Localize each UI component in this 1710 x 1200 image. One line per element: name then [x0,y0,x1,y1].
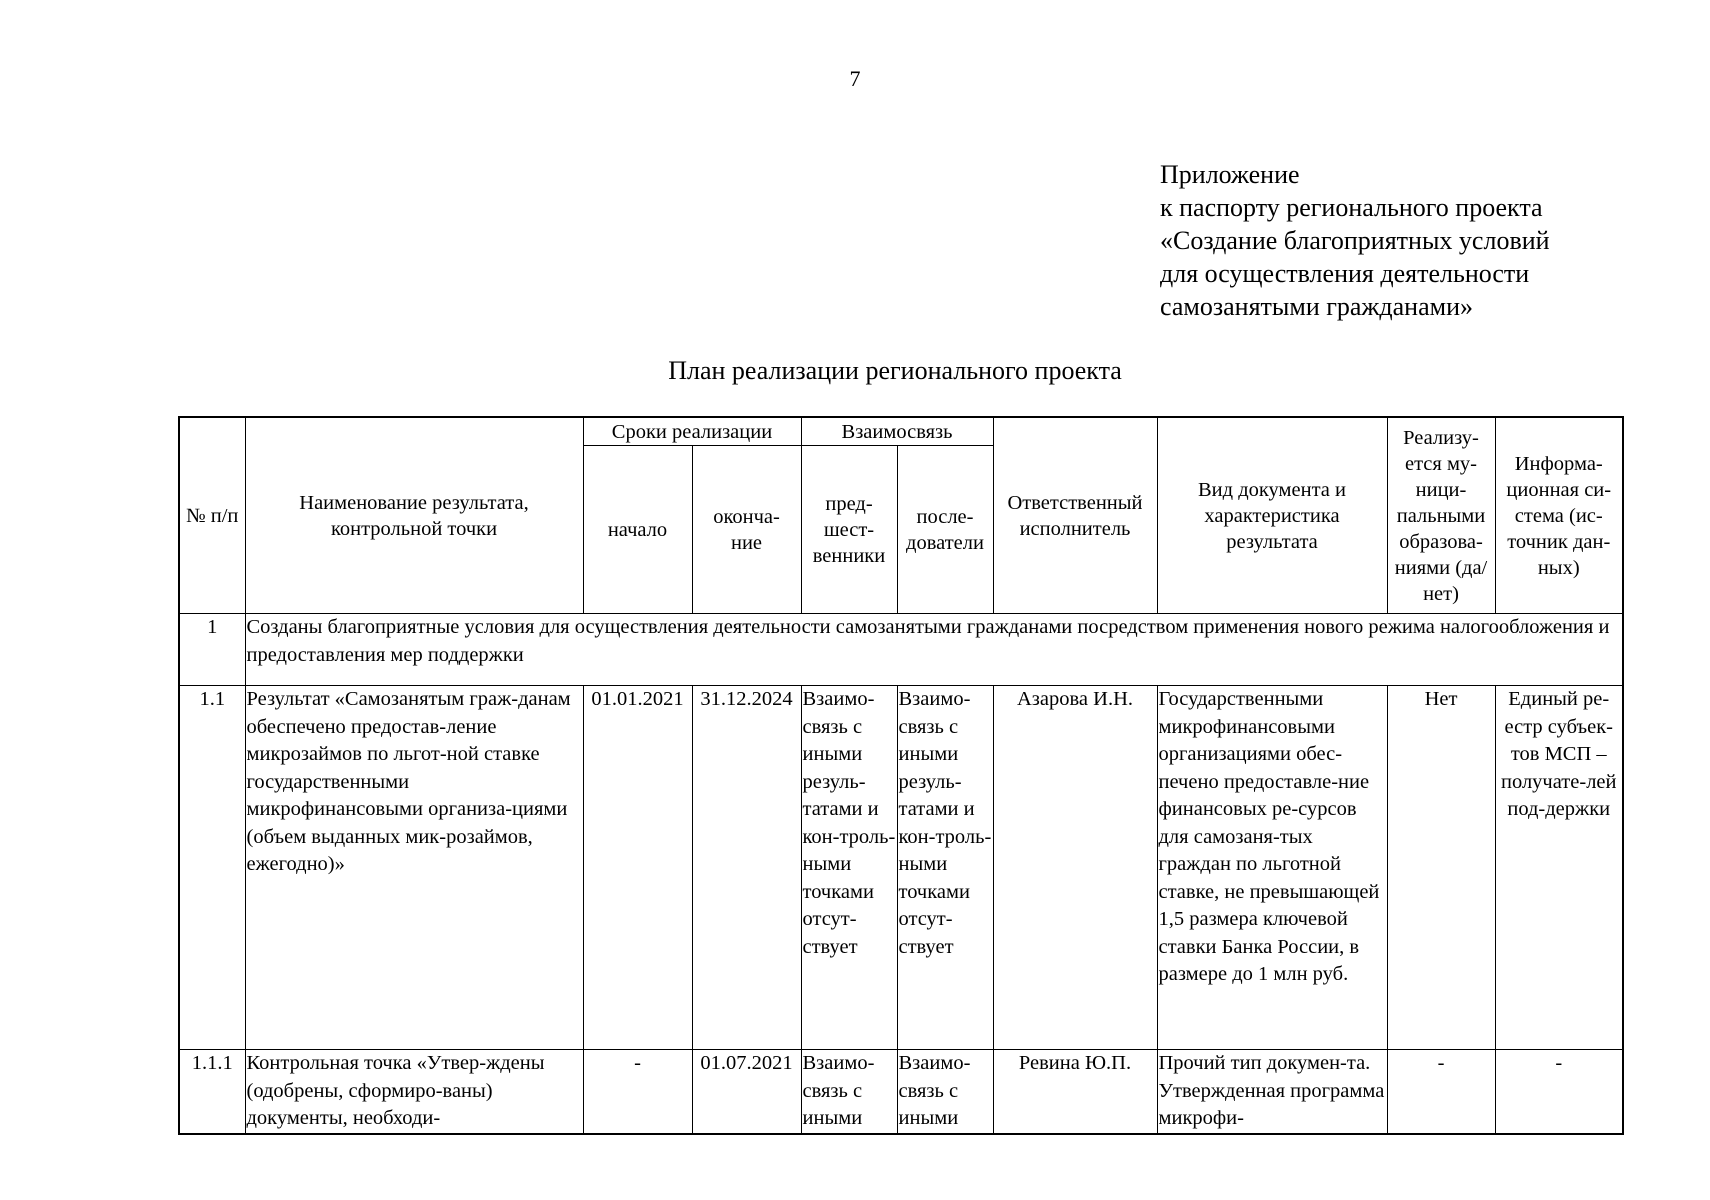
municipal: - [1387,1050,1495,1134]
end-date: 31.12.2024 [692,686,801,1050]
header-terms: Сроки реализации [583,417,801,446]
plan-title: План реализации регионального проекта [668,356,1122,385]
appendix-block [1160,158,1550,323]
header-end: оконча-ние [692,446,801,614]
appendix-line: для осуществления деятельности [1160,259,1530,288]
responsible: Азарова И.Н. [993,686,1157,1050]
predecessors: Взаимо-связь с иными [801,1050,897,1134]
end-date: 01.07.2021 [692,1050,801,1134]
header-municipal: Реализу-ется му-ници-пальными образова-ниями (да/нет) [1387,417,1495,614]
start-date: 01.01.2021 [583,686,692,1050]
header-successors: после-дователи [897,446,993,614]
predecessors: Взаимо-связь с иными резуль-татами и кон-троль-ными точками отсут-ствует [801,686,897,1050]
header-doc-type: Вид документа и характеристика результата [1157,417,1387,614]
info-system: Единый ре-естр субъек-тов МСП – получате-лей под-держки [1495,686,1623,1050]
section-title: Созданы благоприятные условия для осуществления деятельности самозанятыми гражданами посредством применения нового режима налогообложения и предоставления мер поддержки [245,614,1623,686]
appendix-line: к паспорту регионального проекта [1160,193,1543,222]
responsible: Ревина Ю.П. [993,1050,1157,1134]
appendix-line: Приложение [1160,160,1300,189]
header-predecessors: пред-шест-венники [801,446,897,614]
start-date: - [583,1050,692,1134]
header-start: начало [583,446,692,614]
plan-table [178,416,1624,1135]
municipal: Нет [1387,686,1495,1050]
appendix-line: «Создание благоприятных условий [1160,226,1550,255]
table-row [179,686,1623,1050]
row-num: 1.1.1 [179,1050,245,1134]
header-info-system: Информа-ционная си-стема (ис-точник дан-ных) [1495,417,1623,614]
result-name: Контрольная точка «Утвер-ждены (одобрены, сформиро-ваны) документы, необходи- [245,1050,583,1134]
row-num: 1.1 [179,686,245,1050]
header-responsible: Ответственный исполнитель [993,417,1157,614]
header-name: Наименование результата, контрольной точки [245,417,583,614]
page-number: 7 [849,66,861,91]
info-system: - [1495,1050,1623,1134]
successors: Взаимо-связь с иными резуль-татами и кон-троль-ными точками отсут-ствует [897,686,993,1050]
successors: Взаимо-связь с иными [897,1050,993,1134]
doc-type: Государственными микрофинансовыми организациями обес-печено предоставле-ние финансовых ре-сурсов для самозаня-тых граждан по льготной ставке, не превышающей 1,5 размера ключевой ставки Банка России, в размере до 1 млн руб. [1157,686,1387,1050]
table-row [179,1050,1623,1134]
row-num: 1 [179,614,245,686]
result-name: Результат «Самозанятым граж-данам обеспечено предостав-ление микрозаймов по льгот-ной ставке государственными микрофинансовыми организа-циями (объем выданных мик-розаймов, ежегодно)» [245,686,583,1050]
doc-type: Прочий тип докумен-та. Утвержденная программа микрофи- [1157,1050,1387,1134]
header-relation: Взаимосвязь [801,417,993,446]
table-row [179,614,1623,686]
header-num: № п/п [179,417,245,614]
appendix-line: самозанятыми гражданами» [1160,292,1473,321]
